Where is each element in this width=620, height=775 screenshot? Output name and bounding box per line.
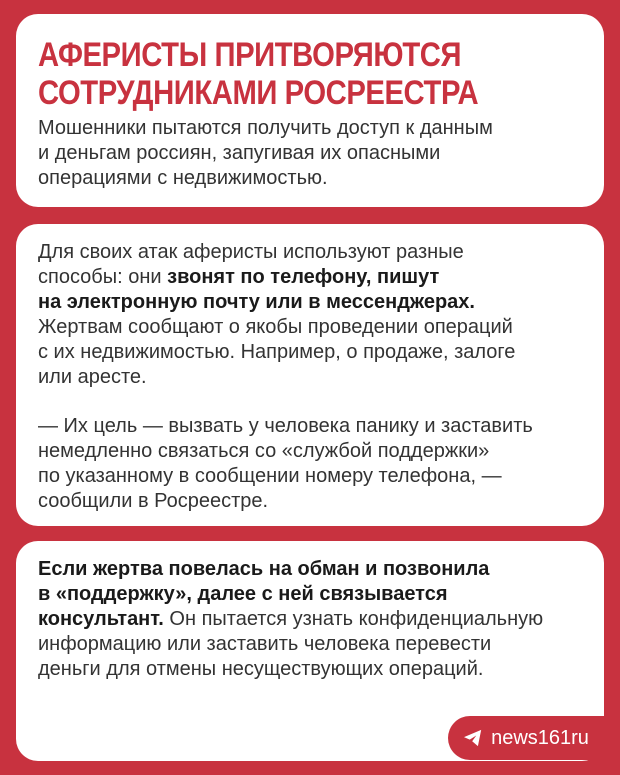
methods-line-2: способы: они: [38, 266, 168, 288]
consultant-line-3-bold: консультант.: [38, 608, 164, 630]
title-line-2: СОТРУДНИКАМИ РОСРЕЕСТРА: [38, 74, 479, 112]
methods-paragraph: [38, 240, 584, 390]
lead-line-3: операциями с недвижимостью.: [38, 167, 328, 189]
quote-line-2: немедленно связаться со «службой поддержки»: [38, 440, 490, 462]
title-line-1: АФЕРИСТЫ ПРИТВОРЯЮТСЯ: [38, 36, 462, 74]
consultant-paragraph: [38, 557, 584, 682]
source-badge[interactable]: [448, 716, 604, 760]
quote-paragraph: [38, 414, 584, 514]
consultant-line-5: деньги для отмены несуществующих операций.: [38, 658, 484, 680]
quote-line-1: — Их цель — вызвать у человека панику и заставить: [38, 415, 533, 437]
methods-line-1: Для своих атак аферисты используют разные: [38, 241, 464, 263]
lead-line-1: Мошенники пытаются получить доступ к данным: [38, 117, 493, 139]
methods-line-2-bold: звонят по телефону, пишут: [167, 266, 440, 288]
consultant-line-1-bold: Если жертва повелась на обман и позвонила: [38, 558, 490, 580]
quote-line-4: сообщили в Росреестре.: [38, 490, 269, 512]
consultant-line-4: информацию или заставить человека перевести: [38, 633, 492, 655]
lead-text: [38, 116, 582, 191]
consultant-line-3: Он пытается узнать конфиденциальную: [163, 608, 544, 630]
methods-line-3-bold: на электронную почту или в мессенджерах.: [38, 291, 475, 313]
consultant-line-2-bold: в «поддержку», далее с ней связывается: [38, 583, 448, 605]
headline-card: [16, 14, 604, 207]
quote-line-3: по указанному в сообщении номеру телефона, —: [38, 465, 502, 487]
source-badge-label: news161ru: [491, 726, 589, 749]
telegram-icon: [463, 729, 483, 747]
lead-line-2: и деньгам россиян, запугивая их опасными: [38, 142, 441, 164]
methods-line-5: с их недвижимостью. Например, о продаже, залоге: [38, 341, 516, 363]
attack-methods-card: [16, 224, 604, 526]
headline-title: [38, 36, 520, 112]
methods-line-6: или аресте.: [38, 366, 147, 388]
methods-line-4: Жертвам сообщают о якобы проведении операций: [38, 316, 513, 338]
